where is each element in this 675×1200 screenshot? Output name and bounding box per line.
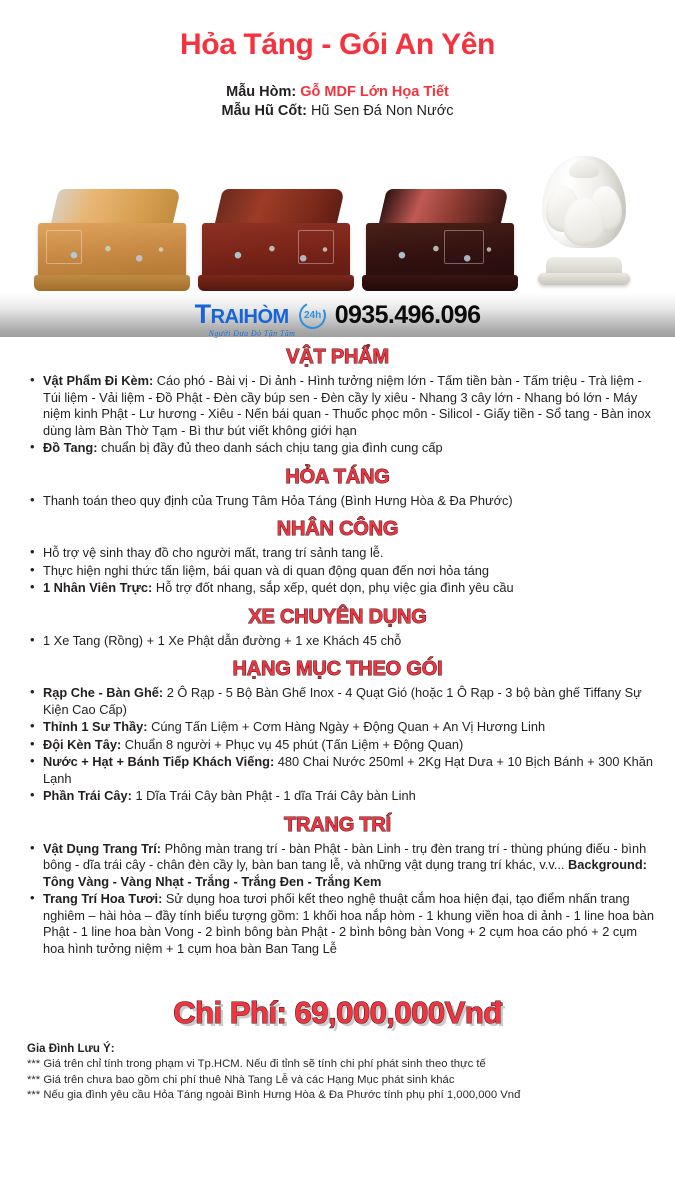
coffin-model-value: Gỗ MDF Lớn Họa Tiết	[300, 84, 449, 100]
list-item	[30, 545, 657, 562]
coffin-side-panel	[46, 230, 82, 264]
section-item-list	[30, 373, 657, 457]
section-item-list	[30, 545, 657, 597]
item-text: Thực hiện nghi thức tấn liệm, bái quan và di quan động quan đến nơi hỏa táng	[43, 562, 490, 578]
section-heading: HẠNG MỤC THEO GÓI	[232, 658, 443, 680]
section-heading: XE CHUYÊN DỤNG	[248, 605, 427, 628]
notes-list	[27, 1057, 675, 1104]
urn-body	[542, 156, 626, 248]
logo-rest: RAIHÒM	[210, 305, 289, 328]
urn-petal	[563, 198, 605, 246]
urn-photo-lotus-stone	[524, 146, 644, 291]
list-item	[30, 737, 657, 754]
coffin-body	[38, 223, 186, 283]
logo-initial: T	[194, 298, 211, 329]
item-text: 2 Ô Rạp - 5 Bộ Bàn Ghế Inox - 4 Quạt Gió (hoặc 1 Ô Rạp - 3 bộ bàn ghế Tiffany Sự Kiện Cao Cấp)	[43, 685, 642, 717]
company-logo	[194, 298, 296, 338]
coffin-photo-dark-lacquer	[360, 171, 520, 291]
item-label: Thỉnh 1 Sư Thầy:	[43, 719, 148, 734]
mother-of-pearl-inlay	[372, 231, 508, 275]
coffin-base	[362, 275, 518, 291]
item-label: Nước + Hạt + Bánh Tiếp Khách Viếng:	[43, 754, 275, 769]
twentyfour-hour-badge-icon	[295, 298, 329, 332]
phone-number[interactable]: 0935.496.096	[334, 300, 481, 329]
list-item	[30, 440, 657, 457]
list-item	[30, 580, 657, 597]
item-text: chuẩn bị đầy đủ theo danh sách chịu tang gia đình cung cấp	[97, 440, 443, 455]
note-line: *** Giá trên chỉ tính trong phạm vi Tp.HCM. Nếu đi tỉnh sẽ tính chi phí phát sinh theo thực tế	[27, 1058, 486, 1070]
logo-wordmark	[194, 298, 289, 329]
item-text: 1 Xe Tang (Rồng) + 1 Xe Phật dẫn đường + 1 xe Khách 45 chỗ	[43, 632, 402, 648]
item-text: Hỗ trợ đốt nhang, sắp xếp, quét dọn, phụ việc gia đình yêu cầu	[152, 580, 514, 595]
list-item	[30, 563, 657, 580]
item-label: Đội Kèn Tây:	[43, 736, 122, 752]
list-item	[30, 373, 657, 439]
list-item	[30, 493, 657, 510]
item-text: Thanh toán theo quy định của Trung Tâm Hỏa Táng (Bình Hưng Hòa & Đa Phước)	[43, 492, 513, 508]
section-item-list	[30, 685, 657, 805]
item-text: Cáo phó - Bài vị - Di ảnh - Hình tưởng niệm lớn - Tấm tiền bàn - Tấm triệu - Trà liệm - Túi liệm - Vải liệm - Đồ Phật - Đèn cầy búp sen - Đèn cầy ly xiêu - Nhang 3 cây lớn - Nhang bó lớn - Máy niệm kinh Phật - Lư hương - Xiêu - Nến bái quan - Thuốc phọc môn - Silicol - Giấy tiền - Sổ tang - Bàn inox dùng làm Bàn Thờ Tạm - Bì thư bút viết không giới hạn	[43, 373, 651, 438]
coffin-photo-light-wood	[32, 171, 192, 291]
item-label: Vật Phẩm Đi Kèm:	[43, 373, 154, 388]
coffin-photo-mahogany	[196, 171, 356, 291]
item-label: Đồ Tang:	[43, 440, 98, 455]
family-notes	[27, 1043, 675, 1104]
item-label: Vật Dụng Trang Trí:	[43, 840, 162, 856]
list-item	[30, 633, 657, 650]
package-sections	[0, 346, 675, 957]
section-item-list	[30, 493, 657, 510]
coffin-model-label: Mẫu Hòm:	[226, 84, 297, 100]
product-photo-strip	[0, 131, 675, 291]
item-text: 480 Chai Nước 250ml + 2Kg Hạt Dưa + 10 Bịch Bánh + 300 Khăn Lạnh	[43, 754, 653, 786]
list-item	[30, 788, 657, 805]
coffin-model-line	[0, 83, 675, 102]
note-line: *** Giá trên chưa bao gồm chi phí thuê Nhà Tang Lễ và các Hạng Mục phát sinh khác	[27, 1073, 455, 1086]
section-item-list	[30, 633, 657, 650]
urn-foot-lower	[538, 273, 630, 285]
notes-title: Gia Đình Lưu Ý:	[27, 1043, 115, 1055]
coffin-base	[198, 275, 354, 291]
page-title: Hỏa Táng - Gói An Yên	[180, 28, 495, 61]
list-item	[30, 841, 657, 891]
item-text: Hỗ trợ vệ sinh thay đồ cho người mất, trang trí sảnh tang lễ.	[43, 545, 384, 560]
total-price-banner: Chi Phí: 69,000,000Vnđ	[173, 995, 502, 1030]
item-label: Rạp Che - Bàn Ghế:	[43, 685, 164, 700]
item-label: 1 Nhân Viên Trực:	[43, 580, 153, 595]
urn-model-value: Hũ Sen Đá Non Nước	[310, 103, 454, 119]
badge-label: 24h	[303, 309, 321, 321]
list-item	[30, 685, 657, 718]
item-text: Sử dụng hoa tươi phối kết theo nghệ thuật cắm hoa hiện đại, tạo điểm nhấn trang nghiêm – hài hòa – đầy tính biểu tượng gồm: 1 khối hoa nắp hòm - 1 khung viền hoa di ảnh - 1 line hoa bàn Phật - 1 line hoa bàn Vong - 2 bình bông bàn Phật - 2 bình bông bàn Vong + 2 cụm hoa cáo phó + 2 cụm hoa hình tưởng niệm + 1 cụm hoa bàn Ban Tang Lễ	[43, 891, 655, 956]
item-text: 1 Dĩa Trái Cây bàn Phật - 1 dĩa Trái Cây bàn Linh	[131, 788, 416, 803]
section-heading: NHÂN CÔNG	[276, 518, 399, 540]
coffin-side-panel	[298, 230, 334, 264]
list-item	[30, 891, 657, 957]
list-item	[30, 754, 657, 787]
section-item-list	[30, 841, 657, 958]
item-text: Chuẩn 8 người + Phục vụ 45 phút (Tấn Liệm + Động Quan)	[121, 736, 464, 752]
brand-contact-band	[0, 293, 675, 337]
coffin-body	[366, 223, 514, 283]
urn-model-label: Mẫu Hũ Cốt:	[221, 103, 307, 119]
item-label: Phần Trái Cây:	[43, 788, 132, 803]
logo-tagline: Người Đưa Đò Tận Tâm	[208, 328, 296, 338]
coffin-base	[34, 275, 190, 291]
item-bold-tail: Background: Tông Vàng - Vàng Nhạt - Trắng - Trắng Đen - Trắng Kem	[43, 857, 647, 889]
section-heading: TRANG TRÍ	[283, 813, 392, 836]
urn-finial	[569, 160, 599, 178]
coffin-side-panel	[444, 230, 484, 264]
item-text: Phông màn trang trí - bàn Phật - bàn Linh - trụ đèn trang trí - thùng phúng điếu - bình bông - dĩa trái cây - chân đèn cầy ly, bàn ban tang lễ, và những vật dụng trang trí khác, v.v...	[43, 840, 647, 872]
item-text: Cúng Tấn Liệm + Cơm Hàng Ngày + Động Quan + An Vị Hương Linh	[147, 719, 546, 734]
product-subtitles	[0, 83, 675, 121]
section-heading: HỎA TÁNG	[285, 465, 390, 488]
urn-model-line	[0, 102, 675, 121]
section-heading: VẬT PHẨM	[286, 346, 389, 368]
coffin-body	[202, 223, 350, 283]
list-item	[30, 719, 657, 736]
item-label: Trang Trí Hoa Tươi:	[43, 891, 163, 906]
note-line: *** Nếu gia đình yêu cầu Hỏa Táng ngoài Bình Hưng Hòa & Đa Phước tính phụ phí 1,000,000 Vnđ	[27, 1089, 521, 1101]
